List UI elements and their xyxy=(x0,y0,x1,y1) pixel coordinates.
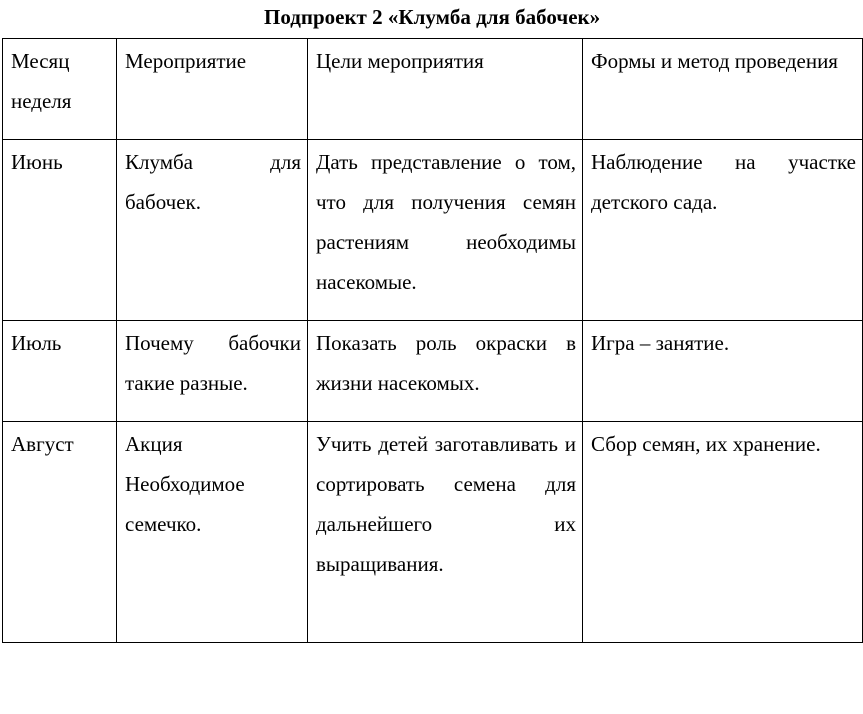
cell-goals: Дать представление о том, что для получения семян растениям необходимы насекомые. xyxy=(308,140,583,321)
table-header-row xyxy=(3,39,863,140)
cell-forms: Наблюдение на участке детского сада. xyxy=(583,140,863,321)
header-cell-forms: Формы и метод проведения xyxy=(583,39,863,140)
cell-goals: Учить детей заготавливать и сортировать семена для дальнейшего их выращивания. xyxy=(308,422,583,643)
cell-event: Клумба для бабочек. xyxy=(117,140,308,321)
cell-goals: Показать роль окраски в жизни насекомых. xyxy=(308,321,583,422)
header-cell-month: Месяц неделя xyxy=(3,39,117,140)
cell-forms: Сбор семян, их хранение. xyxy=(583,422,863,643)
table-row xyxy=(3,321,863,422)
cell-month: Июнь xyxy=(3,140,117,321)
cell-forms: Игра – занятие. xyxy=(583,321,863,422)
table-row xyxy=(3,140,863,321)
cell-month: Август xyxy=(3,422,117,643)
project-plan-table xyxy=(2,38,863,643)
cell-month: Июль xyxy=(3,321,117,422)
header-cell-event: Мероприятие xyxy=(117,39,308,140)
cell-event: Почему бабочки такие разные. xyxy=(117,321,308,422)
cell-event: Акция Необходимое семечко. xyxy=(117,422,308,643)
header-cell-goals: Цели мероприятия xyxy=(308,39,583,140)
table-row xyxy=(3,422,863,643)
document-title: Подпроект 2 «Клумба для бабочек» xyxy=(264,5,601,29)
